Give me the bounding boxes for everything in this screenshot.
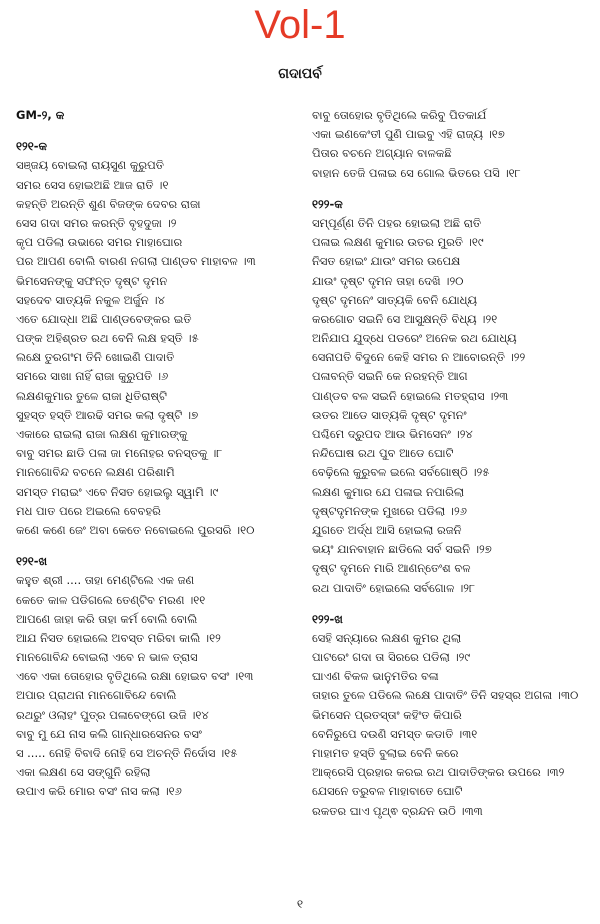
verse-line: ମାନଗୋବିନ୍ଦ ବଚନେ ଲକ୍ଷଣ ପରିଶାମି [16, 465, 175, 480]
verse-line: ତାହାର ତୁଳେ ପଡିଲେ ଲକ୍ଷେ ପାଦାତିଂ ତିନି ସହସ୍ର ଅଗଳା ।୩୦ [312, 688, 579, 703]
verse-line: ପଳାଇ ଲକ୍ଷଣ କୁମାର ଉତର ମୁରତି ।୧୯ [312, 235, 484, 250]
verse-line: କହୁତ ଶ୍ରୀ .... ତାହା ମେଣ୍ଟିଲେ ଏକ ଜଣ [16, 573, 195, 588]
verse-line: କଣେ କଣେ ଜେଂ ଅବା କେତେ ନବୋଇଲେ ପୁରସରି ।୧୦ [16, 522, 255, 537]
section-title: ଗଦାପର୍ବ [278, 66, 322, 82]
verse-line: କହନ୍ତି ଅରନ୍ତି ଶୁଣ ବିଜଙ୍କ ଦେବର ରାଜା [16, 196, 201, 211]
verse-line: ଭିମସେନ ପ୍ରତସ୍ତାଂ କହିଂତ କିପାରି [312, 707, 462, 722]
verse-line: ଏକା ଇଣକେଂତୀ ପୁଣି ପାଇବୁ ଏହି ରାଜ୍ୟ ।୧୭ [312, 127, 505, 142]
verse-line: ସେହି ସନ୍ୟାରେ ଲକ୍ଷଣ କୁମର ଥିଲା [312, 630, 462, 645]
verse-line: ଆପଣେ ଜାହା କରି ତାହା କର୍ମ ବୋଲି ବୋଲି [16, 611, 198, 626]
verse-line: ବେଢ଼ିଲେ କୁରୁବଳ ଇଲେ ସର୍ବଗୋଷ୍ଠି ।୨୫ [312, 465, 490, 480]
verse-line: ଯାଉଂ ଦୃଷ୍ଟ ଦୃମନ ତାହା ଦେଖି ।୨୦ [312, 273, 464, 288]
stanza-gap [312, 183, 592, 195]
verse-line: ଅପାର ପ୍ରାଥନା ମାନଗୋବିନ୍ଦେ ବୋଲି [16, 688, 177, 703]
verse-line: ରଥରୁଂ ଓଲାହଂ ପୁତ୍ର ପଳାବେଙ୍ଗେ ଉଜି ।୧୪ [16, 707, 209, 722]
verse-line: ସମସ୍ତ ମରାଇଂ ଏବେ ନିସତ ହୋଇଲୁ ସ୍ୱାମି ।୯ [16, 484, 219, 499]
verse-line: ଅନିଯାପ ଯୁଦ୍ଧେ ପଡରେଂ ଅନେକ ରଥ ଯୋଧ୍ୟ [312, 331, 517, 346]
verse-line: ସେସ ଗଦା ସମର କରନ୍ତି ବୃହଦୁଜା ।୨ [16, 215, 177, 230]
verse-line: ଏତେ ଯୋଦ୍ଧା ଅଛି ପାଣ୍ଡବେଙ୍କର ଇତି [16, 311, 192, 326]
verse-line: ପିତାର ବଚନେ ଅଗ୍ୟାନ ବାଳକଛି [312, 146, 452, 161]
verse-line: ବାବୁ ସମର ଛାଡି ପଳା ଜା ମନୋହର ବନସ୍ତକୁ ।୮ [16, 446, 223, 461]
verse-line: ସେନାପତି ବିଦୁନେ କେହି ସମର ନ ଆବୋରନ୍ତି ।୨୨ [312, 350, 526, 365]
verse-line: ପାଟରେଂ ଗଦା ତା ସିରରେ ପଡିଲା ।୨୯ [312, 650, 471, 665]
verse-line: ଆକ୍ରେସି ପ୍ରହାର କରଇ ରଥ ପାଦାତିଙ୍କର ଉପରେ ।୩୨ [312, 765, 565, 780]
verse-line: ଘାଏଣ ବିକଳ ଭାନୁମତିର ବଳା [312, 669, 439, 684]
stanza-heading: ୧୨୧-ଖ [16, 554, 48, 569]
verse-line: ରକତର ଘାଏ ପୃଥ୍ଵ ବ୍ରନ୍ଦନ ଉଠି ।୩୩ [312, 803, 483, 818]
verse-line: ସୁହସ୍ତ ହସ୍ତି ଆରଢି ସମର କଲା ଦୃଷ୍ଟି ।୭ [16, 407, 199, 422]
stanza-gap [312, 598, 592, 610]
verse-line: ସହଦେବ ସାତ୍ୟକି ନକୁଳ ଅର୍ଜୁନ ।୪ [16, 292, 165, 307]
verse-line: ପାଣ୍ଡବ ବଳ ସଇନି ହୋଇଲେ ମତହ୍ରାସ ।୨୩ [312, 388, 509, 403]
verse-line: ବେନିରୁପେ ଦଉଣି ସମସ୍ତ କଡାତି ।୩୧ [312, 726, 478, 741]
volume-title: Vol-1 [254, 3, 346, 47]
verse-line: ଦୃଷ୍ଟ ଦୃମନେଂ ସାତ୍ୟକି ବେନି ଯୋଧ୍ୟ [312, 292, 477, 307]
verse-line: ଏକାରେ ରାଇଲା ରାଜା ଲକ୍ଷଣ କୁମାରଙ୍କୁ [16, 427, 188, 441]
verse-line: ଲକ୍ଷଣକୁମାର ତୁଳେ ରାଜା ଧିତିରାଷ୍ଟି [16, 388, 167, 403]
verse-line: ରଥ ପାଦାତିଂ ହୋଇଲେ ସର୍ବଗୋଳ ।୨୮ [312, 580, 476, 595]
verse-line: ଦୃଷ୍ଟଦୃମନଙ୍କ ମୁଖରେ ପଡିଲା ।୨୬ [312, 503, 467, 518]
verse-line: ମାନଗୋବିନ୍ଦ ବୋଇଲା ଏବେ ନ ଭାଳ ତ୍ରାସ [16, 650, 198, 665]
verse-line: ଦୃଷ୍ଟ ଦୃମନେ ମାରି ଆଣନ୍ତେଂଶ ବଳ [312, 561, 471, 576]
verse-line: ପଳାବନ୍ତି ସଇନି କେ ନରହନ୍ତି ଆଗ [312, 369, 468, 384]
stanza-heading: ୧୨୨-ଖ [312, 611, 343, 626]
verse-line: ଭୟଂ ଯାନବାହାନ ଛାଡିଲେ ସର୍ବ ସଇନି ।୨୭ [312, 542, 492, 557]
verse-line: ପଶ୍ଚିମେ ଦ୍ରୁପଦ ଆଉ ଭିମସେନଂ ।୨୪ [312, 427, 473, 441]
verse-line: ସ ..... ନୋହି ବିବାଦି ନୋହି ସେ ଅଚନ୍ତି ନିର୍ଦୋସ ।୧୫ [16, 746, 238, 760]
verse-line: ଉତର ଆଡେ ସାତ୍ୟକି ଦୃଷ୍ଟ ଦୃମନଂ [312, 407, 467, 422]
verse-line: ବାହାନ ତେଜି ପଳାଇ ସେ ଗୋଲ ଭିତରେ ପସି ।୧୮ [312, 165, 521, 180]
stanza-heading: ୧୨୨-କ [312, 196, 343, 211]
verse-line: ଯୁଗତେ ଅର୍ଦ୍ଧ ଆସି ହୋଇଲା ରଜନି [312, 522, 462, 537]
verse-line: ଆଯ ନିସତ ହୋଇଲେ ଅବସ୍ତ ମରିବା କାଲି ।୧୨ [16, 630, 221, 645]
stanza-heading: GM-୨, କ [16, 108, 65, 122]
verse-line: ଭିମସେନଙ୍କୁ ସଫନ୍ତ ଦୃଷ୍ଟ ଦୃମନ [16, 273, 168, 288]
verse-line: ଏକା ଲକ୍ଷଣ ସେ ସଙ୍ଗୁନି ରହିଲା [16, 765, 151, 780]
verse-line: କୃପ ପଡିଲା ଉଭାରେ ସମର ମାହାଘୋର [16, 235, 183, 250]
page-number: ୧ [296, 897, 304, 911]
verse-line: ସମ୍ପୂର୍ଣ୍ଣ ତିନି ପହର ହୋଇଲା ଅଛି ରାତି [312, 215, 482, 230]
verse-line: କରଗୋଚ ସଇନି ସେ ଆସୁକ୍ଷନ୍ତି ବିଧ୍ୟ ।୨୧ [312, 311, 498, 326]
verse-line: ନନ୍ଦିଘୋଷ ରଥ ପୁବ ଆଡେ ଘୋଟି [312, 446, 454, 461]
verse-line: ପଙ୍କ ଅହିଶ୍ରତ ରଥ ବେନି ଲକ୍ଷ ହସ୍ତି ।୫ [16, 331, 199, 346]
verse-line: ଉପାଏ କରି ମୋର ବସଂ ନାସ କଲା ।୧୬ [16, 784, 182, 799]
verse-line: ଯେସନେ ତରୁବଳ ମାହାବାତେ ଘୋଟି [312, 784, 463, 799]
verse-line: ସମର ସେସ ହୋଇଅଛି ଆଜ ରାତି ।୧ [16, 177, 169, 192]
stanza-gap [16, 540, 296, 552]
verse-line: ବାବୁ ତୋହୋର ବୃତିଥିଲେ କରିବୁ ପିତକାର୍ଯ [312, 108, 487, 122]
verse-line: ସମରେ ସାଖା ନାହିଁ ରାଜା କୁରୁପତି ।୬ [16, 369, 169, 384]
verse-line: ନିସତ ହୋଇଂ ଯାଉଂ ସମର ଉପେକ୍ଷ [312, 254, 461, 269]
verse-line: ମାହାମତ ହସ୍ତି ବୁଲାଇ ବେନି କରେ [312, 746, 459, 760]
stanza-gap [16, 125, 296, 137]
right-column [312, 106, 592, 821]
left-column [16, 106, 296, 802]
verse-line: ପର ଆପଣ ବୋଲି ବାରଣ ନଗଲା ପାଣ୍ଡବ ମାହାବଳ ।୩ [16, 254, 256, 269]
verse-line: ଏବେ ଏକା ତୋହୋର ବୃତିଥିଲେ ରକ୍ଷା ହୋଇବ ବସଂ ।୧୩ [16, 669, 254, 684]
verse-line: ଲକ୍ଷଣ କୁମାର ଯେ ପଳାଇ ନପାରିଲା [312, 484, 465, 499]
verse-line: ସଞ୍ଜୟ ବୋଇଲା ରାୟସୁଣ କୁରୁପତି [16, 158, 164, 173]
stanza-heading: ୧୨୧-କ [16, 139, 47, 154]
verse-line: ମଧ ପାତ ପରେ ଅଇଲେ ବେବହରି [16, 503, 161, 518]
verse-line: ବାବୁ ମୁ ଯେ ନାସ କଲି ଗାନ୍ଧାରସେନର ବସଂ [16, 726, 202, 741]
verse-line: କେତେ କାଳ ପଡିଗଲେ ତେଣ୍ଟିବ ମରଣ ।୧୧ [16, 592, 206, 607]
verse-line: ଲକ୍ଷେ ତୁରଗଂମ ତିନି ଖୋଇଣି ପାଦାତି [16, 350, 175, 365]
